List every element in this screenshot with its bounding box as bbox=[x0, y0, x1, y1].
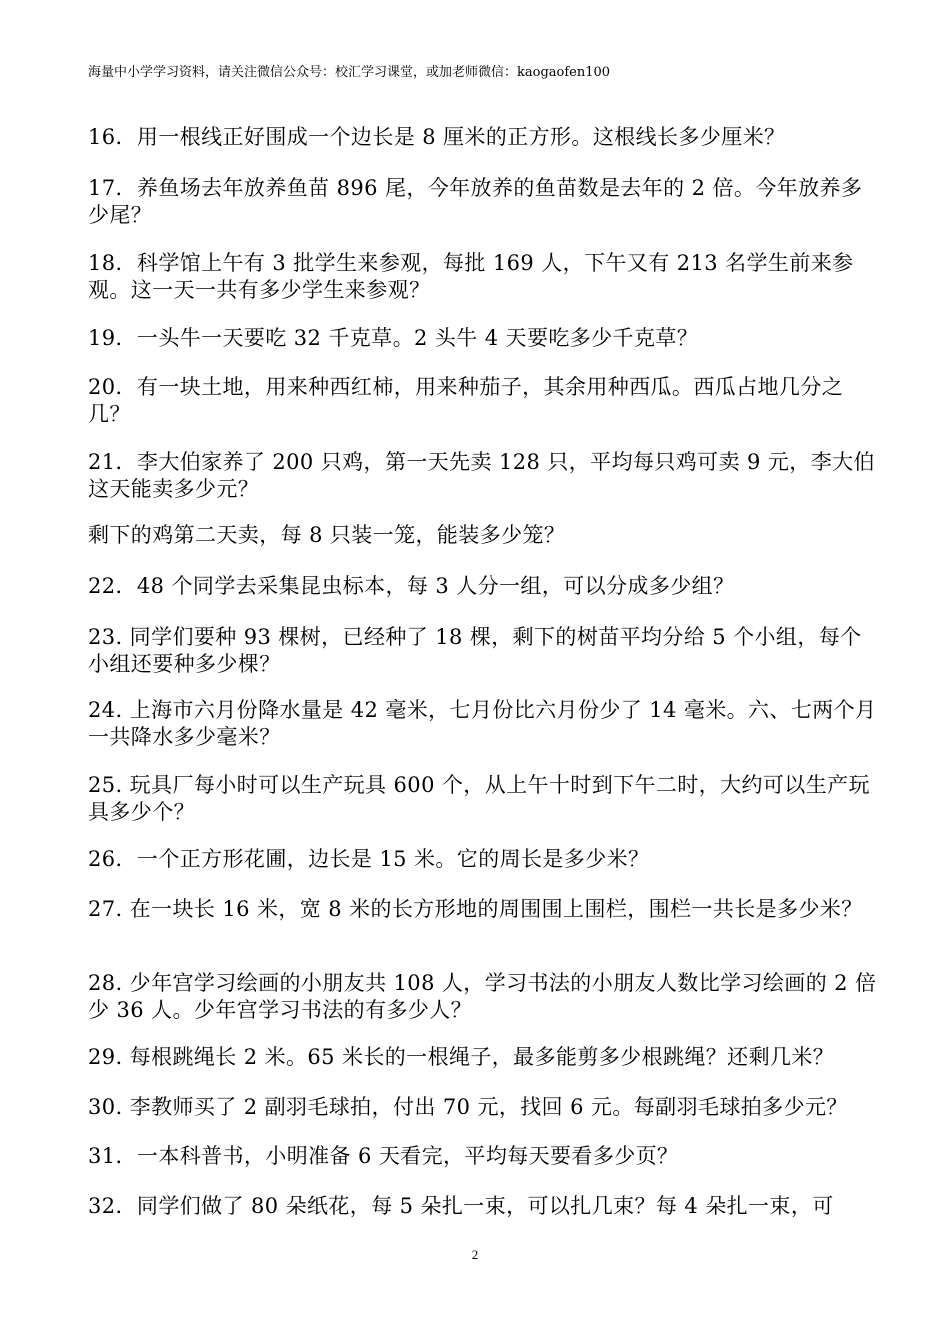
question-27: 27. 在一块长 16 米，宽 8 米的长方形地的周围围上围栏，围栏一共长是多少米？ bbox=[88, 897, 863, 921]
question-25: 25. 玩具厂每小时可以生产玩具 600 个，从上午十时到下午二时，大约可以生产玩具多少个？ bbox=[88, 773, 870, 824]
question-31: 31．一本科普书，小明准备 6 天看完，平均每天要看多少页？ bbox=[88, 1144, 679, 1168]
question-23: 23. 同学们要种 93 棵树，已经种了 18 棵，剩下的树苗平均分给 5 个小组，每个小组还要种多少棵？ bbox=[88, 625, 862, 676]
question-21-continued: 剩下的鸡第二天卖，每 8 只装一笼，能装多少笼？ bbox=[88, 523, 566, 547]
question-32: 32．同学们做了 80 朵纸花，每 5 朵扎一束，可以扎几束？每 4 朵扎一束，可 bbox=[88, 1194, 834, 1218]
question-26: 26．一个正方形花圃，边长是 15 米。它的周长是多少米？ bbox=[88, 847, 650, 871]
question-18: 18．科学馆上午有 3 批学生来参观，每批 169 人，下午又有 213 名学生前来参观。这一天一共有多少学生来参观？ bbox=[88, 251, 854, 302]
question-20: 20．有一块土地，用来种西红柿，用来种茄子，其余用种西瓜。西瓜占地几分之几？ bbox=[88, 375, 844, 426]
page-header: 海量中小学学习资料，请关注微信公众号：校汇学习课堂，或加老师微信：kaogaofen100 bbox=[88, 65, 611, 80]
question-19: 19．一头牛一天要吃 32 千克草。2 头牛 4 天要吃多少千克草？ bbox=[88, 326, 699, 350]
question-22: 22．48 个同学去采集昆虫标本，每 3 人分一组，可以分成多少组？ bbox=[88, 574, 735, 598]
question-16: 16．用一根线正好围成一个边长是 8 厘米的正方形。这根线长多少厘米？ bbox=[88, 125, 786, 149]
question-21: 21．李大伯家养了 200 只鸡，第一天先卖 128 只，平均每只鸡可卖 9 元，李大伯这天能卖多少元？ bbox=[88, 450, 875, 501]
question-29: 29. 每根跳绳长 2 米。65 米长的一根绳子，最多能剪多少根跳绳？还剩几米？ bbox=[88, 1045, 835, 1069]
question-30: 30. 李教师买了 2 副羽毛球拍，付出 70 元，找回 6 元。每副羽毛球拍多少元？ bbox=[88, 1095, 848, 1119]
page-number: 2 bbox=[471, 1247, 479, 1262]
question-17: 17．养鱼场去年放养鱼苗 896 尾，今年放养的鱼苗数是去年的 2 倍。今年放养多少尾？ bbox=[88, 176, 863, 227]
question-24: 24. 上海市六月份降水量是 42 毫米，七月份比六月份少了 14 毫米。六、七两个月一共降水多少毫米？ bbox=[88, 698, 877, 749]
question-28: 28. 少年宫学习绘画的小朋友共 108 人，学习书法的小朋友人数比学习绘画的 2 倍少 36 人。少年宫学习书法的有多少人？ bbox=[88, 971, 877, 1022]
